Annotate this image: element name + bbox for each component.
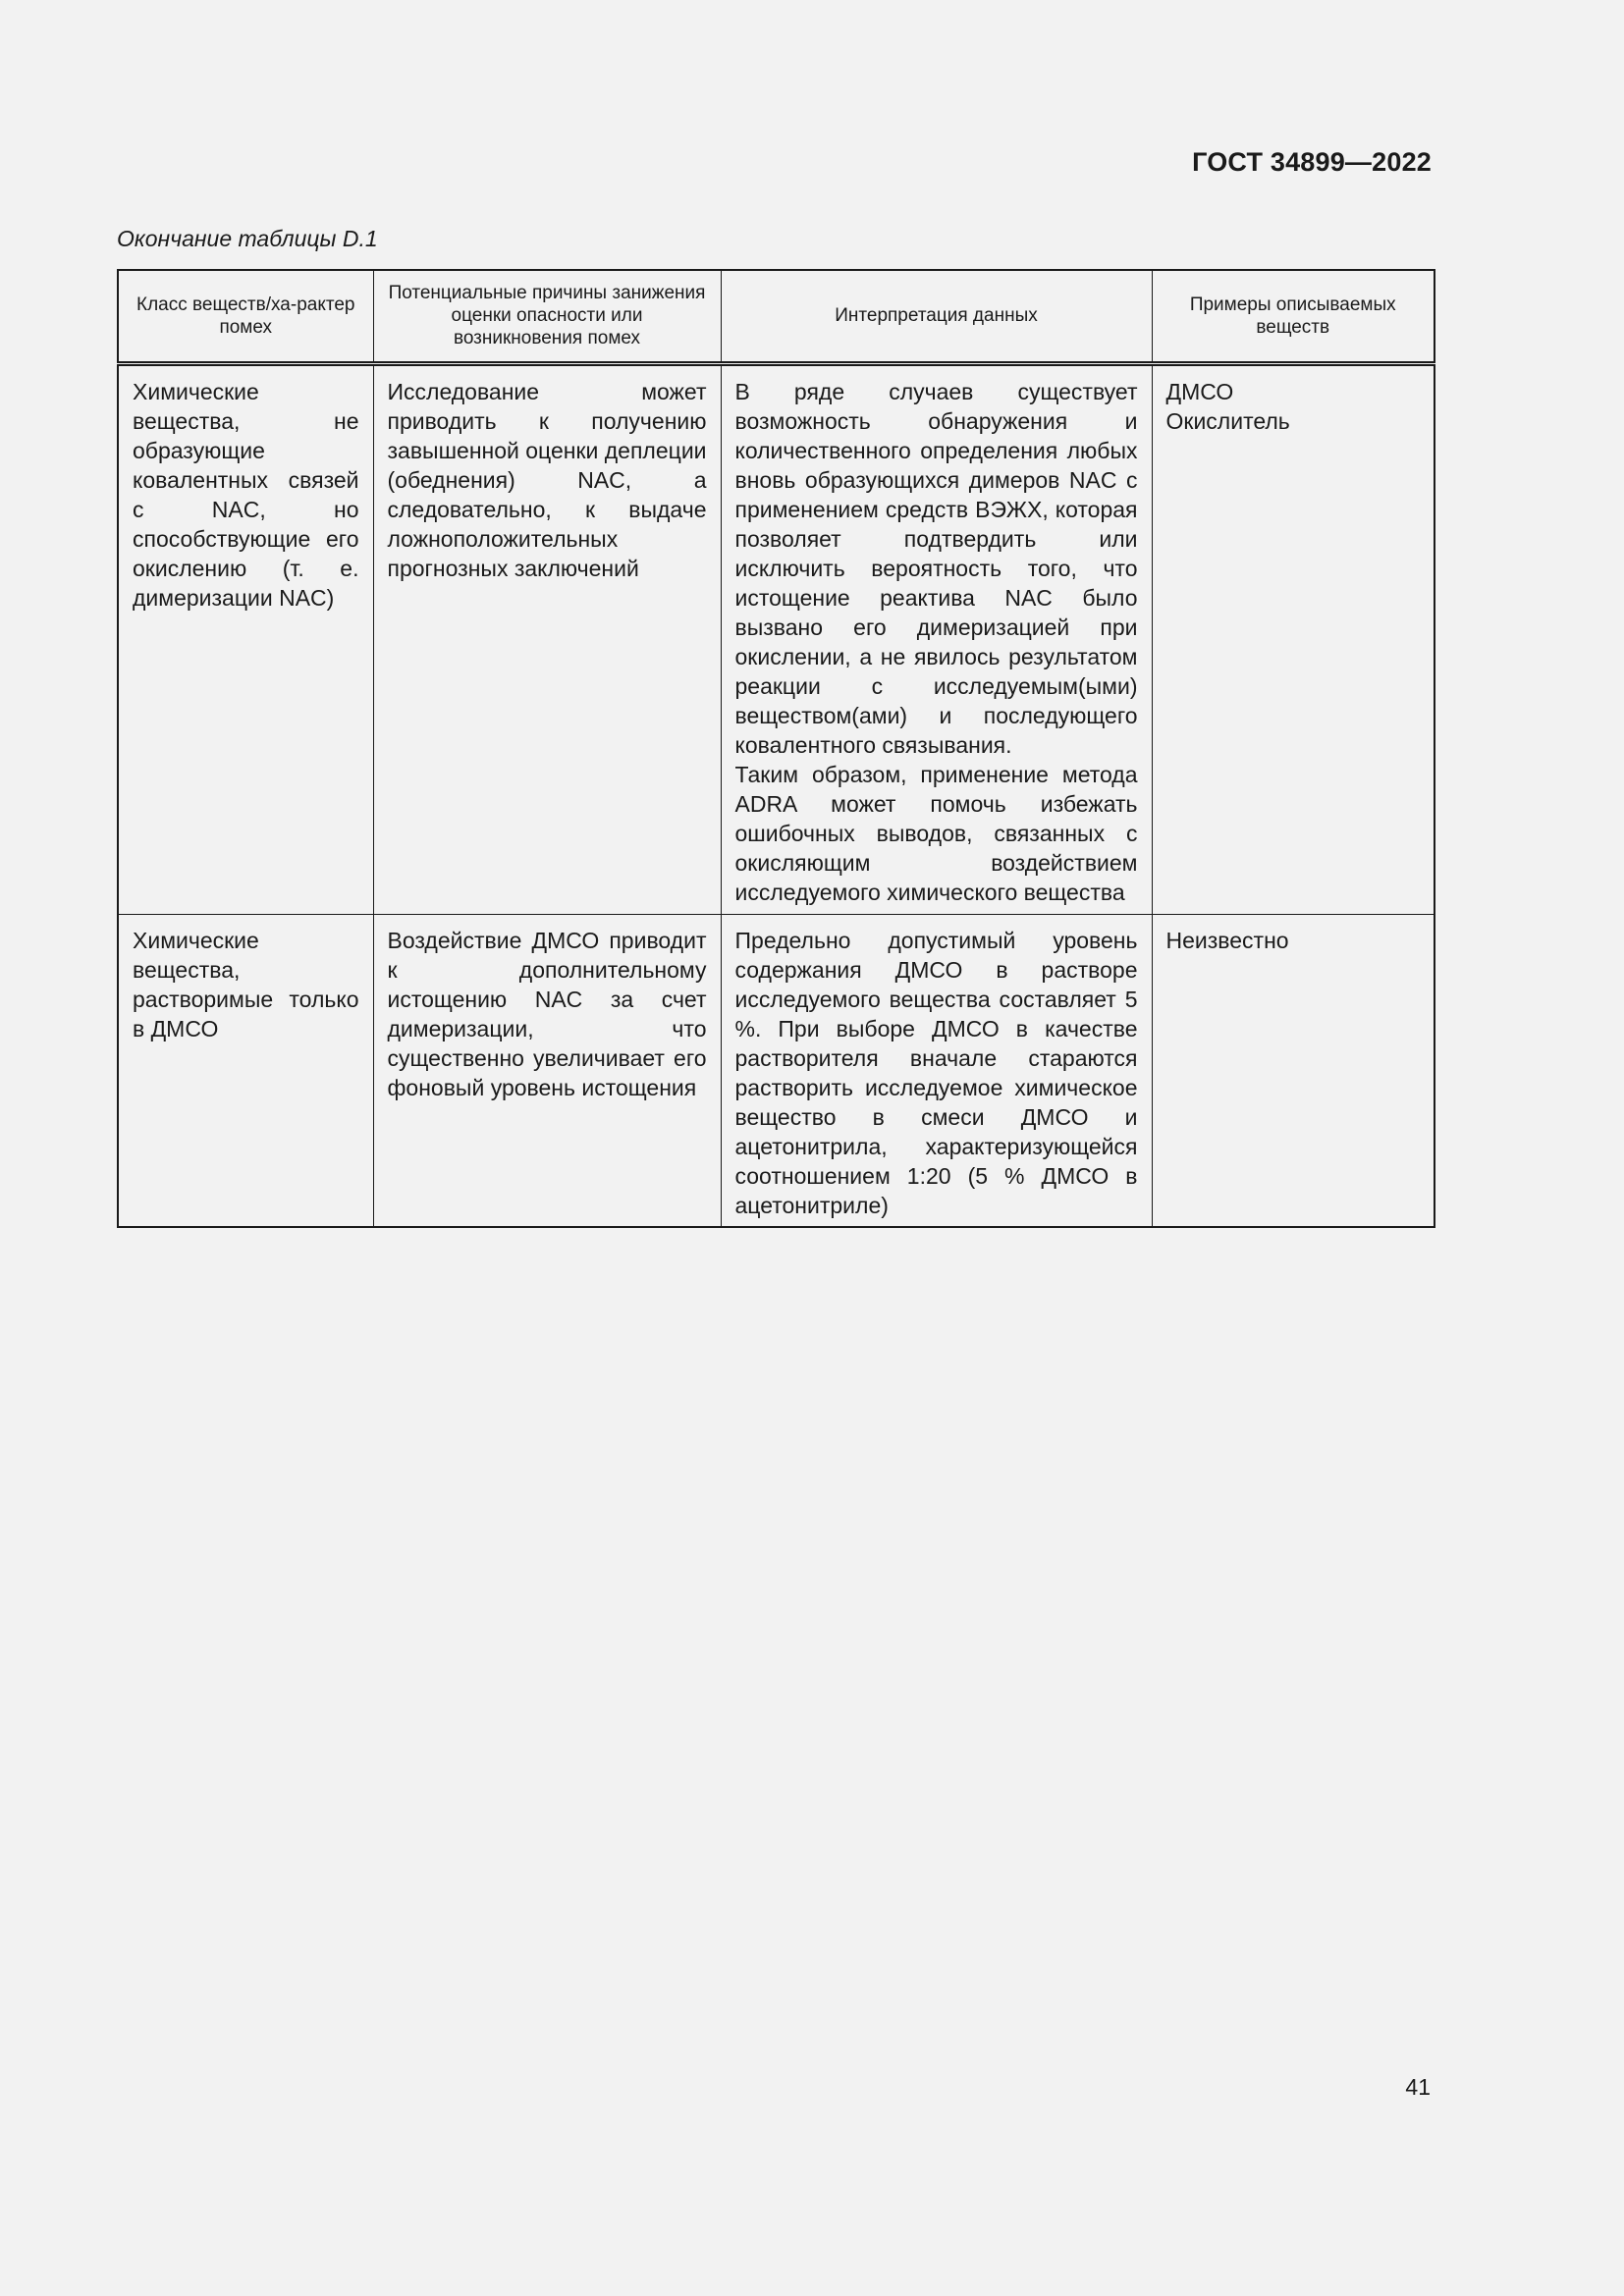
interpretation-paragraph: В ряде случаев существует возможность обнаружения и количественного определения любых вновь образующихся димеров NAC с применением средств ВЭЖХ, которая позволяет подтвердить или исключить вероятность того, что истощение реактива NAC было вызвано его димеризацией при окислении, а не явилось результатом реакции с исследуемым(ыми) веществом(ами) и последующего ковалентного связывания.: [734, 378, 1138, 758]
column-header-interpretation: Интерпретация данных: [721, 270, 1152, 363]
cell-causes: Воздействие ДМСО приводит к дополнительному истощению NAC за счет димеризации, что существенно увеличивает его фоновый уровень истощения: [373, 914, 721, 1227]
cell-interpretation: [721, 914, 1152, 1227]
column-header-examples: Примеры описываемых веществ: [1152, 270, 1435, 363]
interpretation-paragraph: Предельно допустимый уровень содержания ДМСО в растворе исследуемого вещества составляет 5 %. При выборе ДМСО в качестве растворителя вначале стараются растворить исследуемое химическое вещество в смеси ДМСО и ацетонитрила, характеризующейся соотношением 1:20 (5 % ДМСО в ацетонитриле): [734, 927, 1138, 1218]
table-header-row: [118, 270, 1435, 363]
cell-causes: Исследование может приводить к получению завышенной оценки деплеции (обеднения) NAC, а следовательно, к выдаче ложноположительных прогнозных заключений: [373, 363, 721, 914]
cell-interpretation: [721, 363, 1152, 914]
example-item: Окислитель: [1165, 407, 1290, 434]
page-number: 41: [1405, 2074, 1431, 2100]
table-caption: Окончание таблицы D.1: [117, 226, 378, 251]
interpretation-paragraph: Таким образом, применение метода ADRA может помочь избежать ошибочных выводов, связанных с окисляющим воздействием исследуемого химического вещества: [734, 761, 1138, 905]
document-standard-title: ГОСТ 34899—2022: [1192, 147, 1432, 177]
table-body: [118, 363, 1435, 1227]
cell-class: Химические вещества, не образующие ковалентных связей с NAC, но способствующие его окислению (т. е. димеризации NAC): [118, 363, 373, 914]
example-item: ДМСО: [1165, 378, 1234, 404]
example-item: Неизвестно: [1165, 927, 1289, 953]
cell-class: Химические вещества, растворимые только в ДМСО: [118, 914, 373, 1227]
column-header-class: Класс веществ/ха-рактер помех: [118, 270, 373, 363]
data-table: [117, 269, 1435, 1228]
column-header-causes: Потенциальные причины занижения оценки опасности или возникновения помех: [373, 270, 721, 363]
table-row: [118, 914, 1435, 1227]
cell-examples: [1152, 914, 1435, 1227]
table-header: [118, 270, 1435, 363]
cell-examples: [1152, 363, 1435, 914]
table-row: [118, 363, 1435, 914]
